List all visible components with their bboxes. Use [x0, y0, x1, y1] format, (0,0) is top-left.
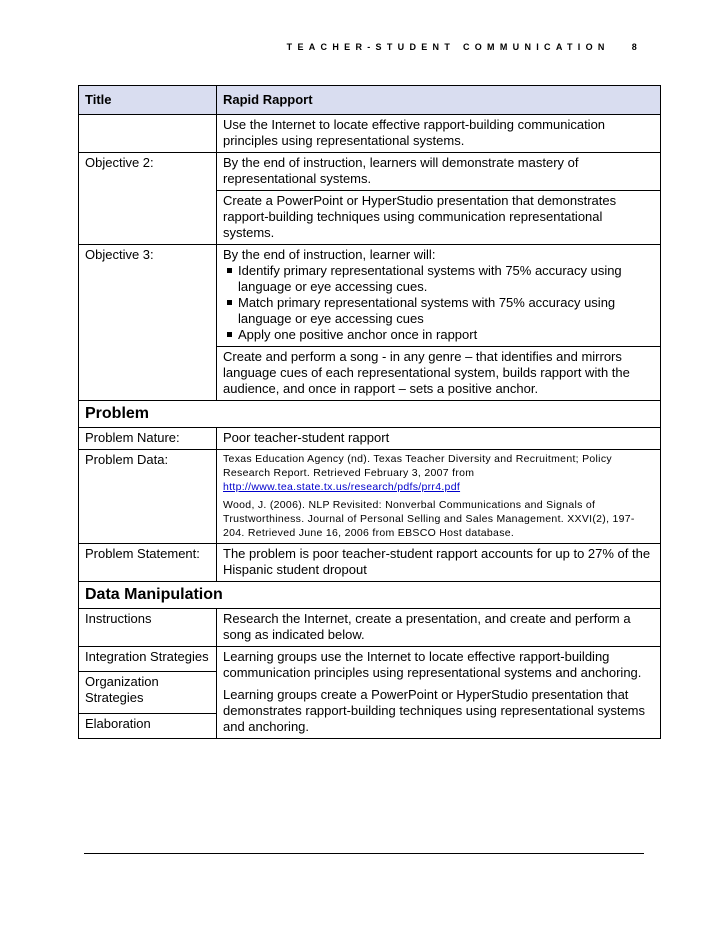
problem-data-references: [217, 450, 661, 544]
objective1-row: [79, 115, 661, 153]
integration-row: [79, 647, 661, 672]
reference-2: Wood, J. (2006). NLP Revisited: Nonverbal Communications and Signals of Trustworthiness. Journal of Personal Selling and Sales Management. XXVI(2), 197-204. Retrieved June 16, 2006 from EBSCO Host database.: [223, 499, 635, 539]
problem-nature-label: Problem Nature:: [79, 428, 217, 450]
running-title: TEACHER-STUDENT COMMUNICATION: [286, 42, 610, 52]
elaboration-label: Elaboration: [79, 714, 217, 739]
problem-statement-value: The problem is poor teacher-student rapport accounts for up to 27% of the Hispanic student dropout: [217, 544, 661, 582]
reference-1: [223, 452, 654, 494]
problem-statement-label: Problem Statement:: [79, 544, 217, 582]
square-bullet-icon: [227, 300, 232, 305]
strategies-text: [217, 647, 661, 739]
objective2-row: [79, 153, 661, 191]
objective3-bullet-list: [223, 263, 654, 343]
problem-heading: Problem: [79, 401, 661, 428]
problem-data-row: [79, 450, 661, 544]
list-item: [223, 295, 654, 327]
data-manipulation-heading-row: [79, 582, 661, 609]
objective2-label: Objective 2:: [79, 153, 217, 245]
objective3-task: Create and perform a song - in any genre – that identifies and mirrors language cues of each representational system, builds rapport with the audience, and once in rapport – sets a positive anchor.: [217, 347, 661, 401]
problem-statement-row: [79, 544, 661, 582]
bullet-text: Match primary representational systems with 75% accuracy using language or eye accessing cues: [238, 295, 616, 326]
list-item: [223, 263, 654, 295]
problem-heading-row: [79, 401, 661, 428]
objective3-content: [217, 245, 661, 347]
square-bullet-icon: [227, 268, 232, 273]
data-manipulation-heading: Data Manipulation: [79, 582, 661, 609]
empty-label-cell: [79, 115, 217, 153]
footer-rule: [84, 853, 644, 854]
problem-nature-value: Poor teacher-student rapport: [217, 428, 661, 450]
lesson-plan-table: [78, 85, 661, 739]
integration-label: Integration Strategies: [79, 647, 217, 672]
square-bullet-icon: [227, 332, 232, 337]
objective2-text: By the end of instruction, learners will demonstrate mastery of representational systems.: [217, 153, 661, 191]
page-number: 8: [631, 42, 642, 52]
strategies-text-2: Learning groups create a PowerPoint or HyperStudio presentation that demonstrates rapport-building techniques using representational systems and anchoring.: [223, 687, 646, 734]
organization-label: Organization Strategies: [79, 671, 217, 714]
objective2-task: Create a PowerPoint or HyperStudio presentation that demonstrates rapport-building techniques using communication representational systems.: [217, 191, 661, 245]
problem-nature-row: [79, 428, 661, 450]
bullet-text: Apply one positive anchor once in rapport: [238, 327, 478, 342]
objective1-text: Use the Internet to locate effective rapport-building communication principles using representational systems.: [217, 115, 661, 153]
instructions-row: [79, 609, 661, 647]
reference-1-text: Texas Education Agency (nd). Texas Teacher Diversity and Recruitment; Policy Research Report. Retrieved February 3, 2007 from: [223, 453, 612, 479]
title-label: Title: [79, 86, 217, 115]
reference-1-link[interactable]: http://www.tea.state.tx.us/research/pdfs/prr4.pdf: [223, 481, 461, 493]
list-item: [223, 327, 654, 343]
instructions-label: Instructions: [79, 609, 217, 647]
objective3-row: [79, 245, 661, 347]
objective3-label: Objective 3:: [79, 245, 217, 401]
running-header: [287, 42, 642, 52]
bullet-text: Identify primary representational systems with 75% accuracy using language or eye accessing cues.: [238, 263, 622, 294]
objective3-intro: By the end of instruction, learner will:: [223, 247, 436, 262]
title-value: Rapid Rapport: [217, 86, 661, 115]
problem-data-label: Problem Data:: [79, 450, 217, 544]
title-row: [79, 86, 661, 115]
instructions-value: Research the Internet, create a presentation, and create and perform a song as indicated below.: [217, 609, 661, 647]
strategies-text-1: Learning groups use the Internet to locate effective rapport-building communication principles using representational systems and anchoring.: [223, 649, 642, 680]
